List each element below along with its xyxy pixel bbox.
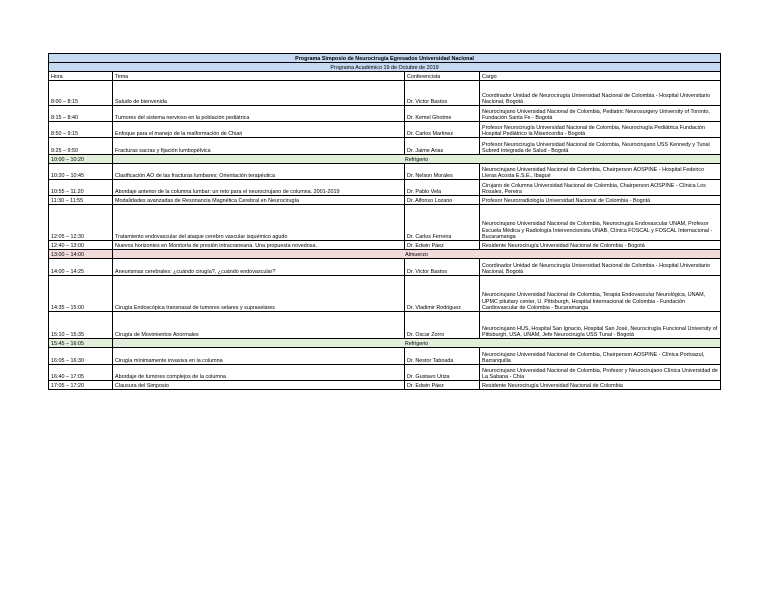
topic-cell: Cirugía Endoscópica transnasal de tumores selares y supraselares: [113, 276, 405, 312]
speaker-cell: Dr. Vladimir Rodriguez: [405, 276, 480, 312]
table-row: [49, 81, 721, 106]
position-cell: Neurocirujano HUS, Hospital San Ignacio, Hospital San José, Neurocirugía Funcional University of Pittsburgh, USA, UNAM, Jefe Neurocirugía USS Tunal - Bogotá: [480, 312, 721, 339]
table-row: [49, 276, 721, 312]
position-cell: Coordinador Unidad de Neurocirugía Universidad Nacional de Colombia - Hospital Universitario Nacional, Bogotá: [480, 259, 721, 276]
topic-cell: Saludo de bienvenida: [113, 81, 405, 106]
time-cell: 15:45 – 16:05: [49, 339, 113, 348]
table-row: [49, 348, 721, 365]
position-cell: Residente Neurocirugía Universidad Nacional de Colombia: [480, 381, 721, 390]
break-label: Refrigerio: [113, 155, 721, 164]
speaker-cell: Dr. Carlos Martinez: [405, 122, 480, 138]
speaker-cell: Dr. Alfonso Lozano: [405, 196, 480, 205]
topic-cell: Modalidades avanzadas de Resonancia Magnética Cerebral en Neurocirugía: [113, 196, 405, 205]
table-row: [49, 259, 721, 276]
table-row: [49, 138, 721, 155]
position-cell: Cirujano de Columna Universidad Nacional de Colombia, Chairperson AOSPINE - Clínica Los Rosales, Pereira: [480, 180, 721, 196]
lunch-row: [49, 250, 721, 259]
position-cell: Neurocirujano Universidad Nacional de Colombia, Terapia Endovascular Neurológica, UNAM, UPMC pituitary center, U. Pittsburgh, Hospital Internacional de Colombia - Fundación Cardiovascular de Colombia - Bucaramanga: [480, 276, 721, 312]
table-row: [49, 196, 721, 205]
time-cell: 8:50 – 9:15: [49, 122, 113, 138]
topic-cell: Abordaje anterior de la columna lumbar: un reto para el neurocirujano de columna. 2001-2019: [113, 180, 405, 196]
header-conferencista: Conferencista: [405, 72, 480, 81]
topic-cell: Cirugía de Movimientos Anormales: [113, 312, 405, 339]
table-row: [49, 365, 721, 381]
position-cell: Profesor Neurocirugía Universidad Nacional de Colombia, Neurocirugía Pediátrica Fundación Hospital Pediátrico la Misericordia - Bogotá: [480, 122, 721, 138]
speaker-cell: Dr. Jaime Arias: [405, 138, 480, 155]
speaker-cell: Dr. Oscar Zorro: [405, 312, 480, 339]
time-cell: 10:00 – 10:20: [49, 155, 113, 164]
break-label: Refrigerio: [113, 339, 721, 348]
table-row: [49, 241, 721, 250]
position-cell: Neurocirujano Universidad Nacional de Colombia, Chairperson AOSPINE - Hospital Federico Lleras Acosta E.S.E., Ibagué: [480, 164, 721, 180]
header-tema: Tema: [113, 72, 405, 81]
break-row: [49, 155, 721, 164]
topic-cell: Aneurismas cerebrales: ¿cuándo cirugía?, ¿cuándo endovascular?: [113, 259, 405, 276]
speaker-cell: Dr. Gustavo Uriza: [405, 365, 480, 381]
speaker-cell: Dr. Victor Bastos: [405, 81, 480, 106]
speaker-cell: Dr. Nelson Morales: [405, 164, 480, 180]
time-cell: 14:35 – 15:00: [49, 276, 113, 312]
program-title: Programa Simposio de Neurocirugía Egresados Universidad Nacional: [49, 54, 721, 63]
topic-cell: Enfoque para el manejo de la malformación de Chiari: [113, 122, 405, 138]
topic-cell: Fracturas sacras y fijación lumbopélvica: [113, 138, 405, 155]
position-cell: Neurocirujano Universidad Nacional de Colombia, Profesor y Neurocirujano Clínica Universidad de La Sabana - Chía: [480, 365, 721, 381]
time-cell: 13:00 – 14:00: [49, 250, 113, 259]
time-cell: 8:00 – 8:15: [49, 81, 113, 106]
position-cell: Profesor Neurocirugía Universidad Nacional de Colombia, Neurocirujano USS Kennedy y Tunal Subred Integrada de Salud - Bogotá: [480, 138, 721, 155]
topic-cell: Clausura del Simposio: [113, 381, 405, 390]
program-subtitle: Programa Académico 19 de Octubre de 2019: [49, 63, 721, 72]
speaker-cell: Dr. Carlos Ferreira: [405, 205, 480, 241]
time-cell: 11:30 – 11:55: [49, 196, 113, 205]
time-cell: 15:10 – 15:35: [49, 312, 113, 339]
position-cell: Neurocirujano Universidad Nacional de Colombia, Neurocirugía Endovascular UNAM, Profesor Escuela Médica y Radiología Intervencionista UNAB, Clínica FOSCAL y FOSCAL Internacional - Bucaramanga: [480, 205, 721, 241]
table-row: [49, 106, 721, 122]
time-cell: 16:40 – 17:05: [49, 365, 113, 381]
time-cell: 10:20 – 10:45: [49, 164, 113, 180]
position-cell: Neurocirujano Universidad Nacional de Colombia, Pediatric Neurosurgery University of Toronto, Fundación Santa Fe - Bogotá: [480, 106, 721, 122]
topic-cell: Nuevos horizontes en Monitoría de presión intracraneana. Una propuesta novedosa.: [113, 241, 405, 250]
header-hora: Hora: [49, 72, 113, 81]
table-row: [49, 180, 721, 196]
position-cell: Residente Neurocirugía Universidad Nacional de Colombia - Bogotá: [480, 241, 721, 250]
break-row: [49, 339, 721, 348]
program-table: [48, 53, 721, 390]
topic-cell: Abordaje de tumores complejos de la columna: [113, 365, 405, 381]
topic-cell: Tumores del sistema nervioso en la población pediátrica: [113, 106, 405, 122]
time-cell: 16:05 – 16:30: [49, 348, 113, 365]
speaker-cell: Dr. Pablo Vela: [405, 180, 480, 196]
table-row: [49, 381, 721, 390]
topic-cell: Clasificación AO de las fracturas lumbares; Orientación terapéutica: [113, 164, 405, 180]
time-cell: 10:55 – 11:20: [49, 180, 113, 196]
time-cell: 14:00 – 14:25: [49, 259, 113, 276]
speaker-cell: Dr. Nestor Taboada: [405, 348, 480, 365]
time-cell: 17:05 – 17:20: [49, 381, 113, 390]
topic-cell: Tratamiento endovascular del ataque cerebro vascular isquémico agudo: [113, 205, 405, 241]
position-cell: Profesor Neurorradiología Universidad Nacional de Colombia - Bogotá: [480, 196, 721, 205]
speaker-cell: Dr. Kemel Ghotme: [405, 106, 480, 122]
table-row: [49, 164, 721, 180]
table-row: [49, 312, 721, 339]
topic-cell: Cirugía mínimamente invasiva en la columna: [113, 348, 405, 365]
table-row: [49, 122, 721, 138]
time-cell: 8:15 – 8:40: [49, 106, 113, 122]
lunch-label: Almuerzo: [113, 250, 721, 259]
speaker-cell: Dr. Victor Bastos: [405, 259, 480, 276]
position-cell: Neurocirujano Universidad Nacional de Colombia, Chairperson AOSPINE - Clínica Portoazul, Barranquilla: [480, 348, 721, 365]
speaker-cell: Dr. Edwin Páez: [405, 241, 480, 250]
position-cell: Coordinador Unidad de Neurocirugía Universidad Nacional de Colombia - Hospital Universitario Nacional, Bogotá: [480, 81, 721, 106]
time-cell: 12:05 – 12:30: [49, 205, 113, 241]
table-row: [49, 205, 721, 241]
time-cell: 12:40 – 13:00: [49, 241, 113, 250]
time-cell: 9:25 – 9:50: [49, 138, 113, 155]
header-cargo: Cargo: [480, 72, 721, 81]
speaker-cell: Dr. Edwin Páez: [405, 381, 480, 390]
